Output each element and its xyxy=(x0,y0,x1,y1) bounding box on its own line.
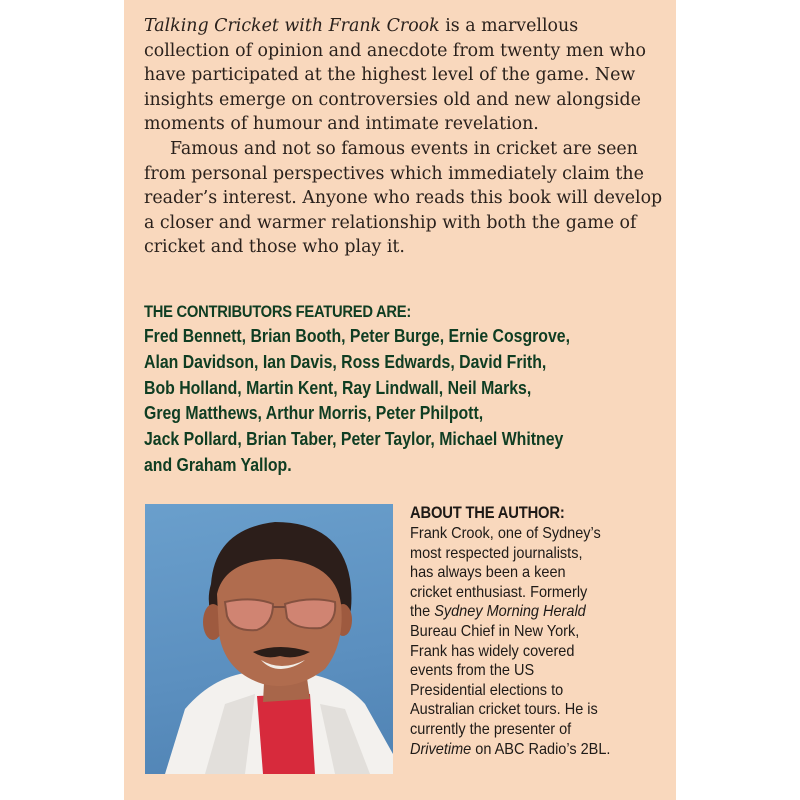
about-author-heading: ABOUT THE AUTHOR: xyxy=(410,504,565,522)
author-line: cricket enthusiast. Formerly xyxy=(410,583,588,601)
contributors-line: Jack Pollard, Brian Taber, Peter Taylor, Michael Whitney xyxy=(144,429,564,450)
author-line: has always been a keen xyxy=(410,564,566,582)
program-name: Drivetime xyxy=(410,740,472,758)
contributors-heading: THE CONTRIBUTORS FEATURED ARE: xyxy=(144,303,411,321)
contributors-section xyxy=(144,300,674,479)
author-line-prefix: the xyxy=(410,603,435,621)
about-author-text xyxy=(410,524,676,759)
blurb-paragraph-1 xyxy=(144,14,664,137)
author-line: Presidential elections to xyxy=(410,681,564,699)
blurb-paragraph-1-text: is a marvellous collection of opinion and anecdote from twenty men who have participated at the highest level of the game. New insights emerge on controversies old and new alongside moments of humour and intimate revelation. xyxy=(144,16,646,135)
book-back-cover xyxy=(124,0,676,800)
author-line xyxy=(410,740,676,760)
author-line: Australian cricket tours. He is xyxy=(410,701,598,719)
author-line xyxy=(410,602,676,622)
book-title: Talking Cricket with Frank Crook xyxy=(144,16,440,36)
contributors-list xyxy=(144,324,672,479)
contributors-line: and Graham Yallop. xyxy=(144,454,292,475)
author-photo xyxy=(145,504,393,774)
contributors-line: Fred Bennett, Brian Booth, Peter Burge, Ernie Cosgrove, xyxy=(144,326,570,346)
author-portrait-illustration xyxy=(145,504,393,774)
blurb-paragraph-2: Famous and not so famous events in cricket are seen from personal perspectives which immediately claim the reader’s interest. Anyone who reads this book will develop a closer and warmer relationship with both the game of cricket and those who play it. xyxy=(144,138,663,258)
author-line: Bureau Chief in New York, xyxy=(410,622,580,640)
about-author-section xyxy=(410,502,676,759)
contributors-line: Bob Holland, Martin Kent, Ray Lindwall, Neil Marks, xyxy=(144,377,532,398)
newspaper-name: Sydney Morning Herald xyxy=(434,603,586,621)
author-line: currently the presenter of xyxy=(410,720,572,738)
author-line-suffix: on ABC Radio’s 2BL. xyxy=(471,740,611,758)
book-blurb xyxy=(144,14,664,260)
author-line: Frank Crook, one of Sydney’s xyxy=(410,525,601,542)
contributors-line: Alan Davidson, Ian Davis, Ross Edwards, David Frith, xyxy=(144,351,547,372)
author-line: events from the US xyxy=(410,662,535,680)
contributors-line: Greg Matthews, Arthur Morris, Peter Philpott, xyxy=(144,403,484,424)
author-line: most respected journalists, xyxy=(410,544,583,562)
author-line: Frank has widely covered xyxy=(410,642,575,660)
